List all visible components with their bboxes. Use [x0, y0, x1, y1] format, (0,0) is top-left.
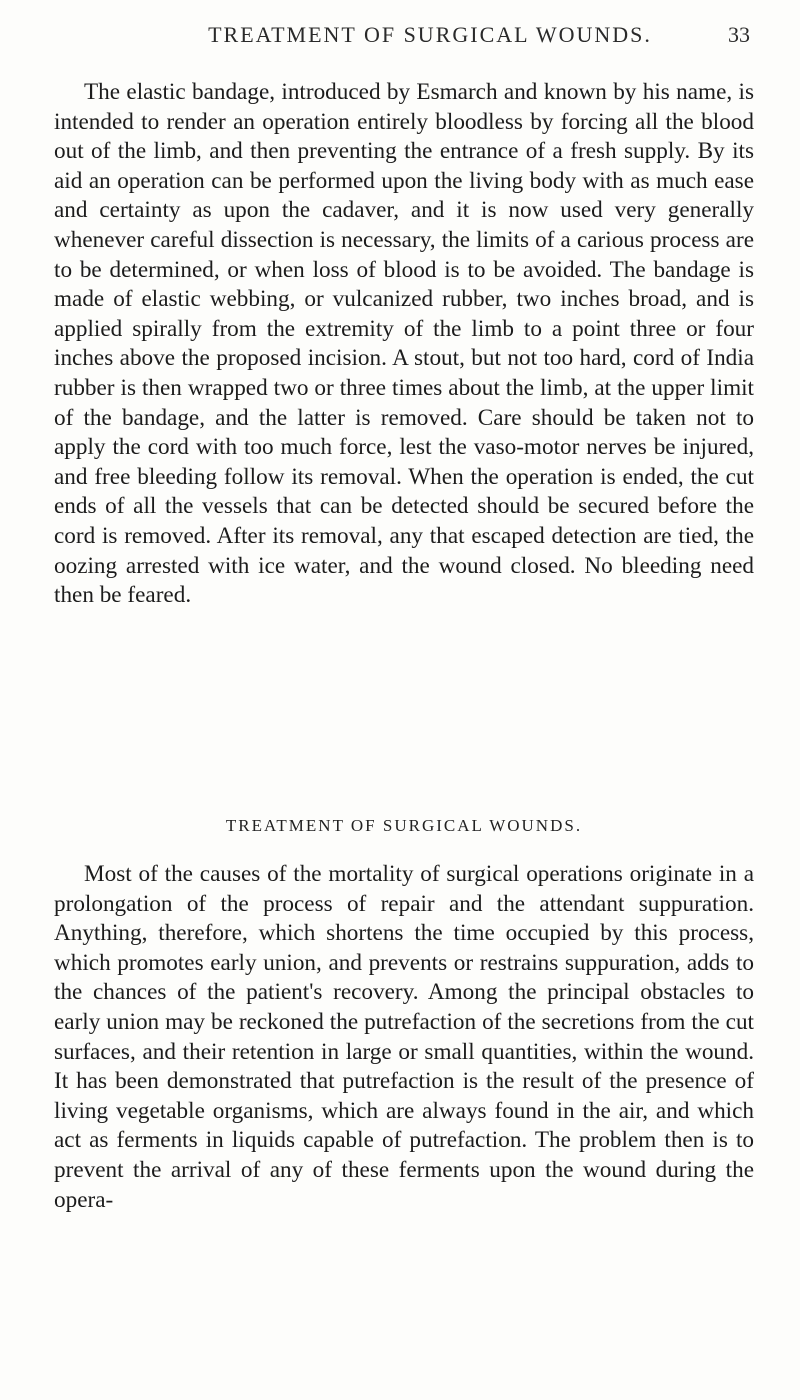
page-number: 33	[728, 22, 750, 47]
running-head	[110, 22, 750, 52]
section-heading: TREATMENT OF SURGICAL WOUNDS.	[225, 816, 583, 835]
paragraph-elastic-bandage: The elastic bandage, introduced by Esmarch and known by his name, is intended to render an operation entirely bloodless by forcing all the blood out of the limb, and then preventing the entrance of a fresh supply. By its aid an operation can be performed upon the living body with as much ease and certainty as upon the cadaver, and it is now used very generally whenever careful dissection is necessary, the limits of a carious process are to be determined, or when loss of blood is to be avoided. The bandage is made of elastic webbing, or vulcanized rubber, two inches broad, and is applied spirally from the extremity of the limb to a point three or four inches above the proposed incision. A stout, but not too hard, cord of India rubber is then wrapped two or three times about the limb, at the upper limit of the bandage, and the latter is removed. Care should be taken not to apply the cord with too much force, lest the vaso-motor nerves be injured, and free bleeding follow its removal. When the operation is ended, the cut ends of all the vessels that can be detected should be secured before the cord is removed. After its removal, any that escaped detection are tied, the oozing arrested with ice water, and the wound closed. No bleeding need then be feared.	[54, 79, 754, 609]
running-title: TREATMENT OF SURGICAL WOUNDS.	[208, 22, 652, 47]
paragraph-surgical-wounds: Most of the causes of the mortality of surgical operations originate in a prolongation of the process of repair and the attendant suppuration. Anything, therefore, which shortens the time occupied by this process, which promotes early union, and prevents or restrains suppuration, adds to the chances of the patient's recovery. Among the principal obstacles to early union may be reckoned the putrefaction of the secretions from the cut surfaces, and their retention in large or small quantities, within the wound. It has been demonstrated that putrefaction is the result of the presence of living vegetable organisms, which are always found in the air, and which act as ferments in liquids capable of putrefaction. The problem then is to prevent the arrival of any of these ferments upon the wound during the opera-	[54, 861, 754, 1213]
